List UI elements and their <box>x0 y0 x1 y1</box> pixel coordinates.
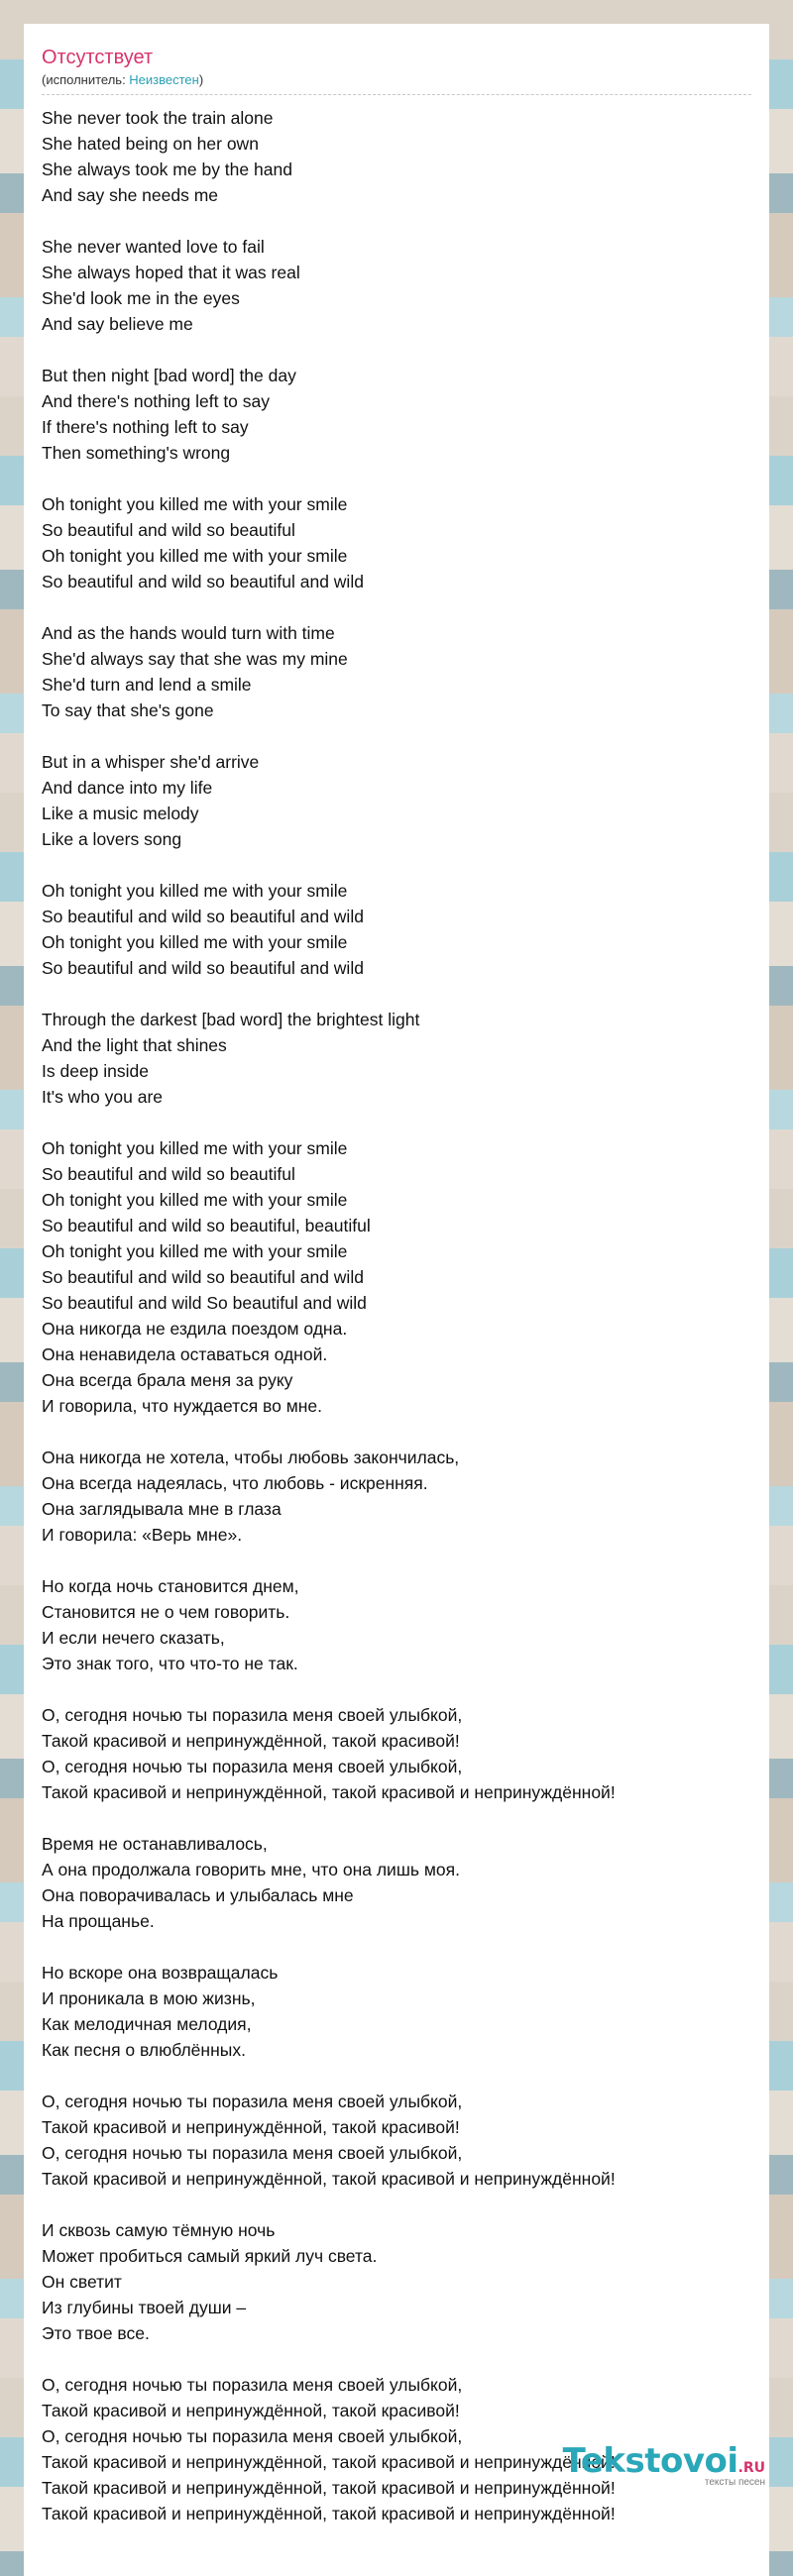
stanza-break <box>42 2192 751 2217</box>
lyric-line: So beautiful and wild so beautiful and wild <box>42 907 364 926</box>
lyric-line: It's who you are <box>42 1087 164 1107</box>
lyric-line: Такой красивой и непринуждённой, такой красивой и непринуждённой! <box>42 2504 616 2523</box>
lyric-line: Is deep inside <box>42 1061 149 1081</box>
lyric-line: She'd always say that she was my mine <box>42 649 348 669</box>
lyric-line: А она продолжала говорить мне, что она лишь моя. <box>42 1860 460 1879</box>
lyric-line: Like a lovers song <box>42 829 182 849</box>
lyric-line: And say she needs me <box>42 185 219 205</box>
lyric-line: She never took the train alone <box>42 108 274 128</box>
lyric-line: Становится не о чем говорить. <box>42 1602 290 1622</box>
stanza-break <box>42 594 751 620</box>
lyric-line: И проникала в мою жизнь, <box>42 1988 256 2008</box>
lyric-line: Он светит <box>42 2272 122 2292</box>
lyric-line: Oh tonight you killed me with your smile <box>42 494 348 514</box>
lyric-line: Это знак того, что что-то не так. <box>42 1654 298 1673</box>
stanza-break <box>42 337 751 363</box>
lyric-line: But in a whisper she'd arrive <box>42 752 260 772</box>
lyric-line: To say that she's gone <box>42 700 214 720</box>
brand-logo[interactable] <box>563 2443 765 2489</box>
artist-link[interactable]: Неизвестен <box>129 72 199 87</box>
lyric-line: Такой красивой и непринуждённой, такой красивой и непринуждённой! <box>42 2478 616 2498</box>
lyric-line: Такой красивой и непринуждённой, такой красивой! <box>42 2117 460 2137</box>
artist-prefix: (исполнитель: <box>42 72 130 87</box>
lyric-line: Oh tonight you killed me with your smile <box>42 1138 348 1158</box>
lyric-line: And there's nothing left to say <box>42 391 271 411</box>
lyric-line: If there's nothing left to say <box>42 417 249 437</box>
lyric-line: Но когда ночь становится днем, <box>42 1576 299 1596</box>
stanza-break <box>42 1110 751 1135</box>
lyric-line: Она никогда не ездила поездом одна. <box>42 1319 348 1339</box>
lyric-line: Like a music melody <box>42 804 199 823</box>
lyric-line: Такой красивой и непринуждённой, такой красивой и непринуждённой! <box>42 2169 616 2189</box>
stanza-break <box>42 1548 751 1573</box>
stanza-break <box>42 2346 751 2372</box>
lyric-line: О, сегодня ночью ты поразила меня своей улыбкой, <box>42 1705 463 1725</box>
lyric-line: So beautiful and wild so beautiful and wild <box>42 958 364 978</box>
lyric-line: Такой красивой и непринуждённой, такой красивой и непринуждённой! <box>42 2452 616 2472</box>
lyric-line: И сквозь самую тёмную ночь <box>42 2220 276 2240</box>
brand-tagline: тексты песен <box>704 2477 765 2488</box>
stanza-break <box>42 2063 751 2089</box>
lyric-line: So beautiful and wild so beautiful <box>42 1164 295 1184</box>
lyric-line: И если нечего сказать, <box>42 1628 225 1648</box>
lyric-line: Она всегда надеялась, что любовь - искренняя. <box>42 1473 428 1493</box>
lyric-line: She hated being on her own <box>42 134 259 154</box>
header-divider <box>42 94 751 95</box>
lyric-line: And say believe me <box>42 314 193 334</box>
stanza-break <box>42 852 751 878</box>
stanza-break <box>42 208 751 234</box>
lyric-line: She'd turn and lend a smile <box>42 675 252 695</box>
artist-line <box>42 71 751 88</box>
brand-name: Tekstovoi <box>562 2441 738 2481</box>
lyric-line: Она ненавидела оставаться одной. <box>42 1344 328 1364</box>
lyric-line: Oh tonight you killed me with your smile <box>42 1190 348 1210</box>
lyric-line: Oh tonight you killed me with your smile <box>42 1241 348 1261</box>
lyric-line: So beautiful and wild so beautiful <box>42 520 295 540</box>
lyric-line: Oh tonight you killed me with your smile <box>42 932 348 952</box>
lyrics-card <box>24 24 769 2576</box>
lyric-line: Но вскоре она возвращалась <box>42 1963 279 1983</box>
lyric-line: She'd look me in the eyes <box>42 288 240 308</box>
stanza-break <box>42 1676 751 1702</box>
lyric-line: She always took me by the hand <box>42 160 292 179</box>
lyric-line: Такой красивой и непринуждённой, такой красивой! <box>42 2401 460 2420</box>
lyric-line: Then something's wrong <box>42 443 231 463</box>
lyric-line: Это твое все. <box>42 2323 150 2343</box>
lyric-line: Through the darkest [bad word] the brightest light <box>42 1010 420 1029</box>
lyric-line: So beautiful and wild so beautiful and wild <box>42 1267 364 1287</box>
stanza-break <box>42 981 751 1007</box>
lyric-line: Из глубины твоей души – <box>42 2298 247 2317</box>
stanza-break <box>42 1805 751 1831</box>
lyric-line: Она всегда брала меня за руку <box>42 1370 293 1390</box>
lyric-line: Может пробиться самый яркий луч света. <box>42 2246 378 2266</box>
lyric-line: And as the hands would turn with time <box>42 623 335 643</box>
lyric-line: О, сегодня ночью ты поразила меня своей улыбкой, <box>42 1757 463 1776</box>
stanza-break <box>42 1419 751 1445</box>
lyric-line: И говорила: «Верь мне». <box>42 1525 243 1545</box>
lyric-line: She always hoped that it was real <box>42 263 300 282</box>
lyric-line: So beautiful and wild So beautiful and wild <box>42 1293 367 1313</box>
artist-suffix: ) <box>198 72 204 87</box>
lyric-line: She never wanted love to fail <box>42 237 265 257</box>
lyric-line: Oh tonight you killed me with your smile <box>42 881 348 901</box>
lyric-line: И говорила, что нуждается во мне. <box>42 1396 323 1416</box>
lyric-line: And dance into my life <box>42 778 213 798</box>
lyric-line: Она никогда не хотела, чтобы любовь закончилась, <box>42 1448 460 1467</box>
lyric-line: And the light that shines <box>42 1035 227 1055</box>
lyric-line: So beautiful and wild so beautiful and wild <box>42 572 364 591</box>
lyric-line: Она заглядывала мне в глаза <box>42 1499 282 1519</box>
lyrics-text <box>42 105 751 2526</box>
brand-tld: .RU <box>737 2460 765 2476</box>
stanza-break <box>42 466 751 491</box>
stanza-break <box>42 723 751 749</box>
lyric-line: О, сегодня ночью ты поразила меня своей улыбкой, <box>42 2143 463 2163</box>
lyric-line: Она поворачивалась и улыбалась мне <box>42 1885 354 1905</box>
lyric-line: Как песня о влюблённых. <box>42 2040 246 2060</box>
lyric-line: Такой красивой и непринуждённой, такой красивой! <box>42 1731 460 1751</box>
lyric-line: But then night [bad word] the day <box>42 366 296 385</box>
lyric-line: О, сегодня ночью ты поразила меня своей улыбкой, <box>42 2092 463 2111</box>
lyric-line: О, сегодня ночью ты поразила меня своей улыбкой, <box>42 2375 463 2395</box>
lyric-line: Такой красивой и непринуждённой, такой красивой и непринуждённой! <box>42 1782 616 1802</box>
lyric-line: Время не останавливалось, <box>42 1834 268 1854</box>
lyric-line: So beautiful and wild so beautiful, beautiful <box>42 1216 371 1235</box>
lyric-line: На прощанье. <box>42 1911 155 1931</box>
lyric-line: О, сегодня ночью ты поразила меня своей улыбкой, <box>42 2426 463 2446</box>
lyric-line: Oh tonight you killed me with your smile <box>42 546 348 566</box>
stanza-break <box>42 1934 751 1960</box>
page-title: Отсутствует <box>42 47 154 68</box>
lyric-line: Как мелодичная мелодия, <box>42 2014 252 2034</box>
